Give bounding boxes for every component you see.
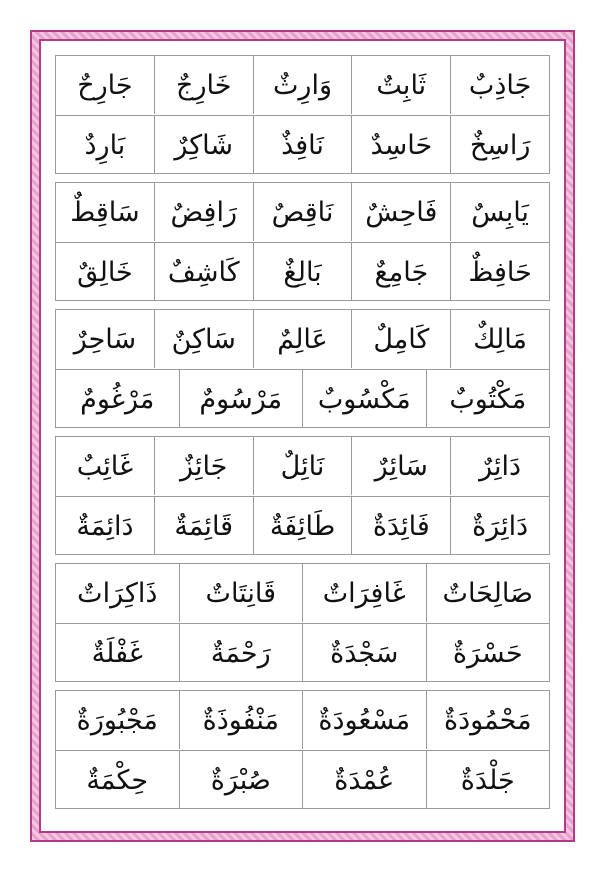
word-cell: دَائِمَةٌ [76,510,134,542]
word-cell: رَحْمَةٌ [179,624,303,682]
word-cell: شَاكِرٌ [154,116,253,174]
word-row [56,437,549,495]
word-cell: عَالِمٌ [253,310,352,368]
word-cell: نَافِذٌ [253,116,352,174]
word-cell: يَابِسٌ [450,183,549,241]
word-cell: كَاشِفٌ [154,243,253,301]
word-cell: مَالِكٌ [450,310,549,368]
word-cell: عُمْدَةٌ [302,751,426,809]
word-cell: سَاحِرٌ [73,323,137,355]
word-cell: جَائِزٌ [154,437,253,495]
word-grid [55,55,550,810]
word-row [56,750,549,809]
word-cell: مَكْتُوبٌ [426,370,550,428]
word-cell: سَاكِنٌ [154,310,253,368]
word-cell: فَاحِشٌ [351,183,450,241]
word-cell: غَافِرَاتٌ [302,564,426,622]
word-cell: قَائِمَةٌ [154,497,253,555]
word-section-4 [55,436,550,555]
word-cell: غَائِبٌ [76,450,134,482]
word-cell: دَائِرٌ [450,437,549,495]
word-section-2 [55,182,550,301]
word-cell: خَالِقٌ [77,256,133,288]
word-cell: مَنْفُوذَةٌ [179,691,303,749]
word-cell: غَفْلَةٌ [91,637,143,669]
word-row [56,564,549,622]
word-cell: حَسْرَةٌ [426,624,550,682]
word-cell: طَائِفَةٌ [253,497,352,555]
word-cell: مَرْسُومٌ [179,370,303,428]
word-cell: مَسْعُودَةٌ [302,691,426,749]
word-row [56,56,549,114]
word-cell: رَاسِخٌ [450,116,549,174]
word-row [56,691,549,749]
word-row [56,183,549,241]
word-cell: ثَابِتٌ [351,56,450,114]
word-cell: سَجْدَةٌ [302,624,426,682]
word-row [56,242,549,301]
word-row [56,310,549,368]
word-cell: ذَاكِرَاتٌ [77,577,158,609]
word-cell: مَحْمُودَةٌ [426,691,550,749]
word-section-3 [55,309,550,428]
word-cell: جَاذِبٌ [450,56,549,114]
word-cell: سَائِرٌ [351,437,450,495]
word-cell: مَرْغُومٌ [80,383,155,415]
word-cell: بَالِغٌ [253,243,352,301]
word-section-6 [55,690,550,809]
word-cell: فَائِدَةٌ [351,497,450,555]
word-cell: جَلْدَةٌ [426,751,550,809]
word-cell: مَجْبُورَةٌ [76,704,158,736]
word-cell: حَافِظٌ [450,243,549,301]
word-cell: قَانِتَاتٌ [179,564,303,622]
word-row [56,623,549,682]
word-cell: حِكْمَةٌ [86,764,149,796]
word-row [56,369,549,428]
word-cell: نَاقِصٌ [253,183,352,241]
word-cell: مَكْسُوبٌ [302,370,426,428]
word-cell: نَائِلٌ [253,437,352,495]
word-cell: جَارِحٌ [77,69,133,101]
word-section-1 [55,55,550,174]
word-row [56,496,549,555]
word-cell: جَامِعٌ [351,243,450,301]
word-cell: خَارِجٌ [154,56,253,114]
word-row [56,115,549,174]
word-cell: رَافِضٌ [154,183,253,241]
word-section-5 [55,563,550,682]
word-cell: حَاسِدٌ [351,116,450,174]
word-cell: وَارِثٌ [253,56,352,114]
word-cell: سَاقِطٌ [70,196,140,228]
word-cell: بَارِدٌ [84,129,126,161]
word-cell: صُبْرَةٌ [179,751,303,809]
word-cell: صَالِحَاتٌ [426,564,550,622]
word-cell: كَامِلٌ [351,310,450,368]
word-cell: دَائِرَةٌ [450,497,549,555]
